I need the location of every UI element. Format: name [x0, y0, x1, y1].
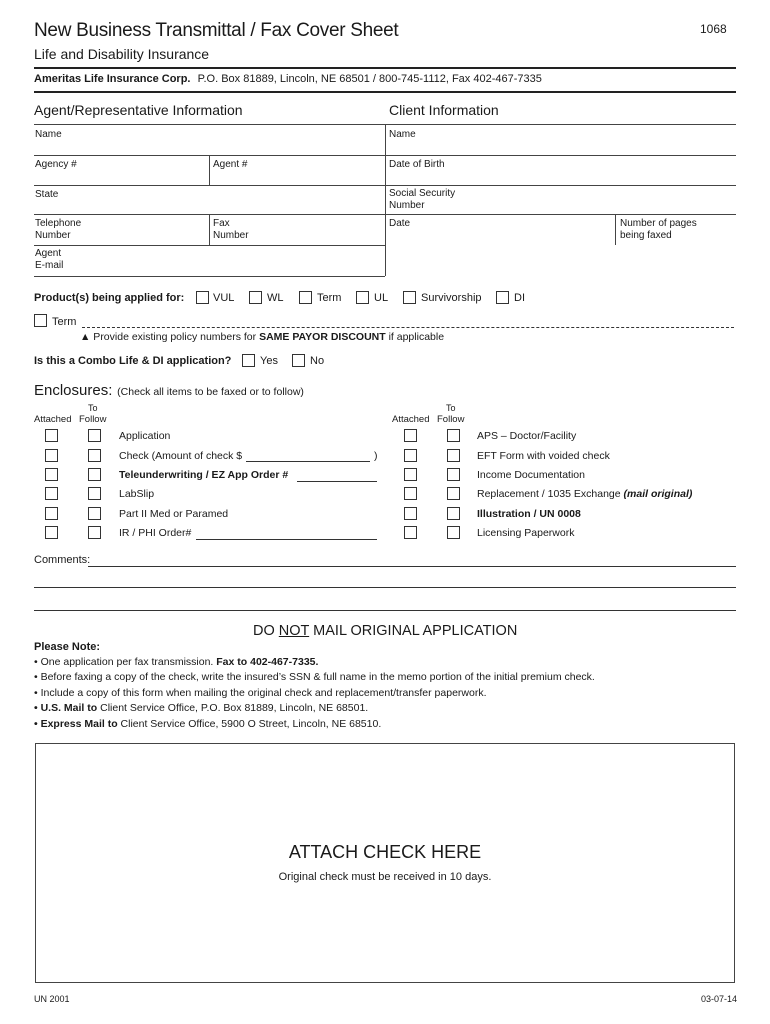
eft-follow-checkbox[interactable] [447, 449, 460, 462]
telephone-label-1: Telephone [35, 218, 82, 229]
enclosure-licensing: Licensing Paperwork [477, 527, 575, 539]
enclosure-check: Check (Amount of check $ [119, 450, 243, 462]
labslip-follow-checkbox[interactable] [88, 487, 101, 500]
labslip-attached-checkbox[interactable] [45, 487, 58, 500]
aps-attached-checkbox[interactable] [404, 429, 417, 442]
combo-yes-label: Yes [260, 355, 278, 367]
company-name: Ameritas Life Insurance Corp. [34, 73, 191, 85]
eft-attached-checkbox[interactable] [404, 449, 417, 462]
enclosure-replacement [477, 488, 692, 500]
form-number: 1068 [700, 22, 727, 36]
fax-label-1: Fax [213, 218, 230, 229]
footer-form-id: UN 2001 [34, 994, 70, 1004]
note-4-bold: • U.S. Mail to [34, 702, 98, 714]
part-ii-follow-checkbox[interactable] [88, 507, 101, 520]
products-label: Product(s) being applied for: [34, 292, 185, 304]
header-divider [34, 67, 736, 69]
note-line-2: • Before faxing a copy of the check, write the insured’s SSN & full name in the memo portion of the initial premium check. [34, 671, 595, 683]
application-follow-checkbox[interactable] [88, 429, 101, 442]
ssn-label-1: Social Security [389, 188, 456, 199]
check-close-paren: ) [374, 450, 378, 462]
enclosures-heading: Enclosures: [34, 382, 113, 399]
note-5-bold: • Express Mail to [34, 718, 118, 730]
fax-label-2: Number [213, 230, 249, 241]
note-1-text: • One application per fax transmission. [34, 656, 217, 668]
enclosure-aps: APS – Doctor/Facility [477, 430, 577, 442]
note-5-text: Client Service Office, 5900 O Street, Lincoln, NE 68510. [117, 718, 382, 730]
ez-app-order-line[interactable] [297, 481, 377, 482]
enclosure-illustration: Illustration / UN 0008 [477, 508, 581, 520]
note-1-fax: Fax to 402-467-7335. [216, 656, 319, 668]
product-wl-checkbox[interactable] [249, 291, 262, 304]
left-col-follow: Follow [79, 414, 107, 425]
client-date-field[interactable]: Date [389, 218, 411, 229]
licensing-follow-checkbox[interactable] [447, 526, 460, 539]
client-ssn-field[interactable] [389, 188, 455, 212]
info-divider-vertical [385, 124, 386, 276]
replacement-follow-checkbox[interactable] [447, 487, 460, 500]
application-attached-checkbox[interactable] [45, 429, 58, 442]
term-conversion-label: Term [52, 316, 77, 328]
pages-label-1: Number of pages [620, 218, 697, 229]
ir-phi-attached-checkbox[interactable] [45, 526, 58, 539]
note-line-3: • Include a copy of this form when mailing the original check and replacement/transfer paperwork. [34, 687, 487, 699]
teleunderwriting-follow-checkbox[interactable] [88, 468, 101, 481]
comments-line-2[interactable] [34, 587, 736, 588]
left-col-to: To [88, 403, 98, 413]
client-section-heading: Client Information [389, 102, 499, 118]
left-col-attached: Attached [34, 414, 72, 425]
product-survivorship-checkbox[interactable] [403, 291, 416, 304]
ssn-label-2: Number [389, 200, 425, 211]
product-survivorship-label: Survivorship [421, 292, 482, 304]
do-not-mail-notice [253, 623, 517, 639]
agent-state-field[interactable]: State [35, 189, 59, 200]
email-label-1: Agent [35, 248, 62, 259]
enclosure-teleunderwriting: Teleunderwriting / EZ App Order # [119, 469, 289, 481]
form-title: New Business Transmittal / Fax Cover Sheet [34, 20, 399, 41]
agent-fax-field[interactable] [213, 218, 249, 242]
enclosure-ir-phi: IR / PHI Order# [119, 527, 192, 539]
right-col-to: To [446, 403, 456, 413]
part-ii-attached-checkbox[interactable] [45, 507, 58, 520]
product-ul-checkbox[interactable] [356, 291, 369, 304]
agency-number-field[interactable]: Agency # [35, 159, 77, 170]
agent-email-field[interactable] [35, 248, 63, 272]
mail-original-note: (mail original) [623, 488, 693, 500]
ir-phi-order-line[interactable] [196, 539, 377, 540]
attach-check-subtitle: Original check must be received in 10 days. [278, 871, 492, 883]
product-vul-checkbox[interactable] [196, 291, 209, 304]
combo-no-label: No [310, 355, 325, 367]
company-line [34, 73, 542, 85]
check-attached-checkbox[interactable] [45, 449, 58, 462]
income-follow-checkbox[interactable] [447, 468, 460, 481]
enclosures-heading-row [34, 382, 304, 399]
note-4-text: Client Service Office, P.O. Box 81889, Lincoln, NE 68501. [97, 702, 369, 714]
attach-check-area[interactable] [35, 743, 735, 983]
enclosure-eft: EFT Form with voided check [477, 450, 610, 462]
telephone-label-2: Number [35, 230, 71, 241]
check-amount-line[interactable] [246, 461, 370, 462]
attach-check-title: ATTACH CHECK HERE [288, 842, 482, 862]
combo-no-checkbox[interactable] [292, 354, 305, 367]
note-line-5 [34, 718, 381, 730]
comments-line-3[interactable] [34, 610, 736, 611]
note-line-4 [34, 702, 368, 714]
check-follow-checkbox[interactable] [88, 449, 101, 462]
agent-section-heading: Agent/Representative Information [34, 102, 243, 118]
right-col-follow: Follow [437, 414, 465, 425]
term-policy-number-line[interactable] [82, 327, 734, 328]
enclosure-labslip: LabSlip [119, 488, 155, 500]
product-di-label: DI [514, 292, 525, 304]
notice-post: MAIL ORIGINAL APPLICATION [309, 623, 518, 639]
enclosure-application: Application [119, 430, 171, 442]
email-label-2: E-mail [35, 260, 64, 271]
agent-name-field[interactable]: Name [35, 129, 62, 140]
term-conversion-checkbox[interactable] [34, 314, 47, 327]
replacement-attached-checkbox[interactable] [404, 487, 417, 500]
aps-follow-checkbox[interactable] [447, 429, 460, 442]
product-wl-label: WL [267, 292, 284, 304]
income-attached-checkbox[interactable] [404, 468, 417, 481]
company-address: P.O. Box 81889, Lincoln, NE 68501 / 800-745-1112, Fax 402-467-7335 [197, 73, 542, 85]
client-name-field[interactable]: Name [389, 129, 416, 140]
company-divider [34, 91, 736, 93]
enclosure-part-ii: Part II Med or Paramed [119, 508, 229, 520]
comments-line-1[interactable] [88, 566, 736, 567]
comments-label: Comments: [34, 554, 91, 566]
agent-number-field[interactable]: Agent # [213, 159, 248, 170]
note-line-1 [34, 656, 318, 668]
discount-pre: ▲ Provide existing policy numbers for [80, 331, 260, 343]
pages-faxed-field[interactable] [620, 218, 697, 242]
replacement-label: Replacement / 1035 Exchange [477, 488, 624, 500]
product-di-checkbox[interactable] [496, 291, 509, 304]
pages-label-2: being faxed [620, 230, 672, 241]
right-col-attached: Attached [392, 414, 430, 425]
licensing-attached-checkbox[interactable] [404, 526, 417, 539]
combo-question: Is this a Combo Life & DI application? [34, 355, 232, 367]
product-term-checkbox[interactable] [299, 291, 312, 304]
client-dob-field[interactable]: Date of Birth [389, 159, 445, 170]
enclosures-instruction: (Check all items to be faxed or to follow) [117, 386, 304, 398]
notice-pre: DO [253, 623, 279, 639]
discount-bold: SAME PAYOR DISCOUNT [259, 331, 386, 343]
please-note-heading: Please Note: [34, 641, 101, 653]
notice-not: NOT [278, 623, 310, 639]
discount-post: if applicable [385, 331, 445, 343]
ir-phi-follow-checkbox[interactable] [88, 526, 101, 539]
combo-yes-checkbox[interactable] [242, 354, 255, 367]
product-vul-label: VUL [213, 292, 235, 304]
illustration-follow-checkbox[interactable] [447, 507, 460, 520]
teleunderwriting-attached-checkbox[interactable] [45, 468, 58, 481]
illustration-attached-checkbox[interactable] [404, 507, 417, 520]
product-term-label: Term [317, 292, 342, 304]
footer-date: 03-07-14 [701, 994, 738, 1004]
same-payor-discount-note [80, 331, 444, 343]
product-ul-label: UL [374, 292, 389, 304]
agent-telephone-field[interactable] [35, 218, 81, 242]
form-subtitle: Life and Disability Insurance [34, 46, 210, 62]
enclosure-income: Income Documentation [477, 469, 585, 481]
